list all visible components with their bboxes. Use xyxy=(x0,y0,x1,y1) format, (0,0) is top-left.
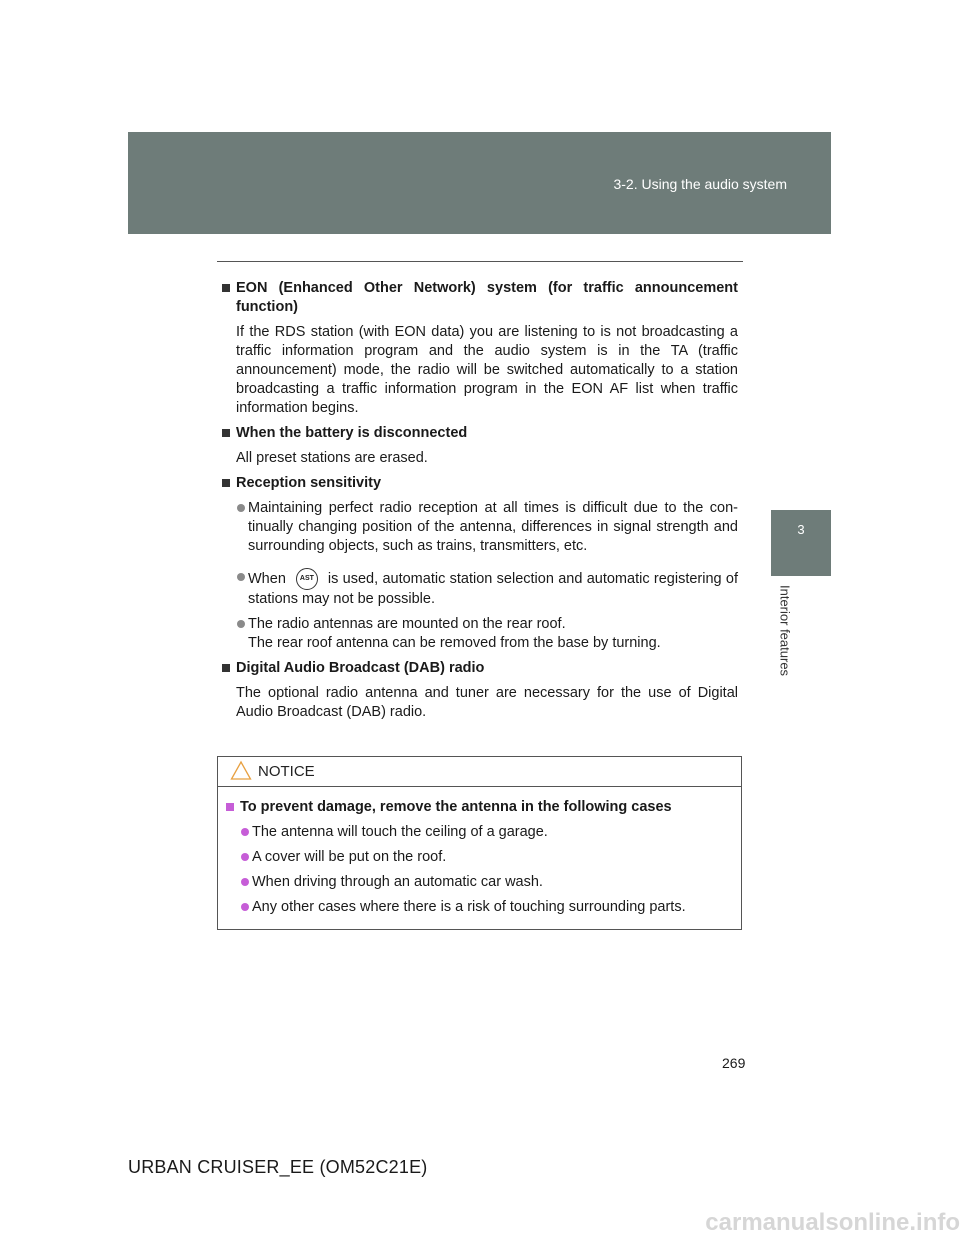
model-code: URBAN CRUISER_EE (OM52C21E) xyxy=(128,1157,428,1177)
main-content xyxy=(220,279,738,722)
notice-item: Any other cases where there is a risk of touching surrounding parts. xyxy=(224,898,725,917)
reception-bullet-2: When AST is used, automatic station selection and automatic registering of stations may not be possible. xyxy=(220,568,738,609)
reception-heading: Reception sensitivity xyxy=(220,474,738,493)
round-bullet-icon xyxy=(237,504,245,512)
chapter-label xyxy=(770,585,800,695)
notice-item: The antenna will touch the ceiling of a garage. xyxy=(224,823,725,842)
square-bullet-icon xyxy=(222,284,230,292)
chapter-number: 3 xyxy=(797,522,805,537)
section-title: 3-2. Using the audio system xyxy=(613,176,787,192)
round-bullet-icon xyxy=(241,903,249,911)
chapter-tab xyxy=(771,510,831,576)
square-bullet-icon xyxy=(222,429,230,437)
notice-item: A cover will be put on the roof. xyxy=(224,848,725,867)
round-bullet-icon xyxy=(237,573,245,581)
notice-title: NOTICE xyxy=(258,763,315,780)
battery-body: All preset stations are erased. xyxy=(236,450,428,466)
notice-item: When driving through an automatic car wash. xyxy=(224,873,725,892)
reception-bullet-3: The radio antennas are mounted on the rear roof. The rear roof antenna can be removed from the base by turning. xyxy=(220,615,738,653)
square-bullet-icon xyxy=(226,803,234,811)
notice-body xyxy=(218,787,741,917)
round-bullet-icon xyxy=(237,620,245,628)
header-band xyxy=(128,132,831,234)
square-bullet-icon xyxy=(222,479,230,487)
notice-header xyxy=(218,757,741,787)
top-divider xyxy=(217,261,743,262)
ast-button-icon: AST xyxy=(296,568,318,590)
notice-heading: To prevent damage, remove the antenna in the following cases xyxy=(224,798,725,817)
warning-triangle-icon xyxy=(230,760,252,781)
battery-heading: When the battery is disconnected xyxy=(220,424,738,443)
square-bullet-icon xyxy=(222,664,230,672)
eon-heading: EON (Enhanced Other Network) system (for traffic announcement function) xyxy=(220,279,738,317)
round-bullet-icon xyxy=(241,853,249,861)
notice-box xyxy=(217,756,742,930)
reception-bullet-1: Maintaining perfect radio reception at all times is difficult due to the con- tinually changing position of the antenna, differences in signal strength and surrounding objects, such as trains, transmitters, etc. xyxy=(220,499,738,556)
dab-body: The optional radio antenna and tuner are necessary for the use of Digital Audio Broadcast (DAB) radio. xyxy=(236,685,738,720)
page-number: 269 xyxy=(722,1055,746,1071)
round-bullet-icon xyxy=(241,828,249,836)
chapter-label-text: Interior features xyxy=(777,585,793,677)
dab-heading: Digital Audio Broadcast (DAB) radio xyxy=(220,659,738,678)
watermark-link[interactable]: carmanualsonline.info xyxy=(705,1209,960,1236)
eon-body: If the RDS station (with EON data) you are listening to is not broadcasting a traffic information program and the audio system is in the TA (traffic announcement) mode, the radio will be switched automatically to a station broadcasting a traffic information program in the EON AF list when traffic information begins. xyxy=(236,324,738,416)
round-bullet-icon xyxy=(241,878,249,886)
